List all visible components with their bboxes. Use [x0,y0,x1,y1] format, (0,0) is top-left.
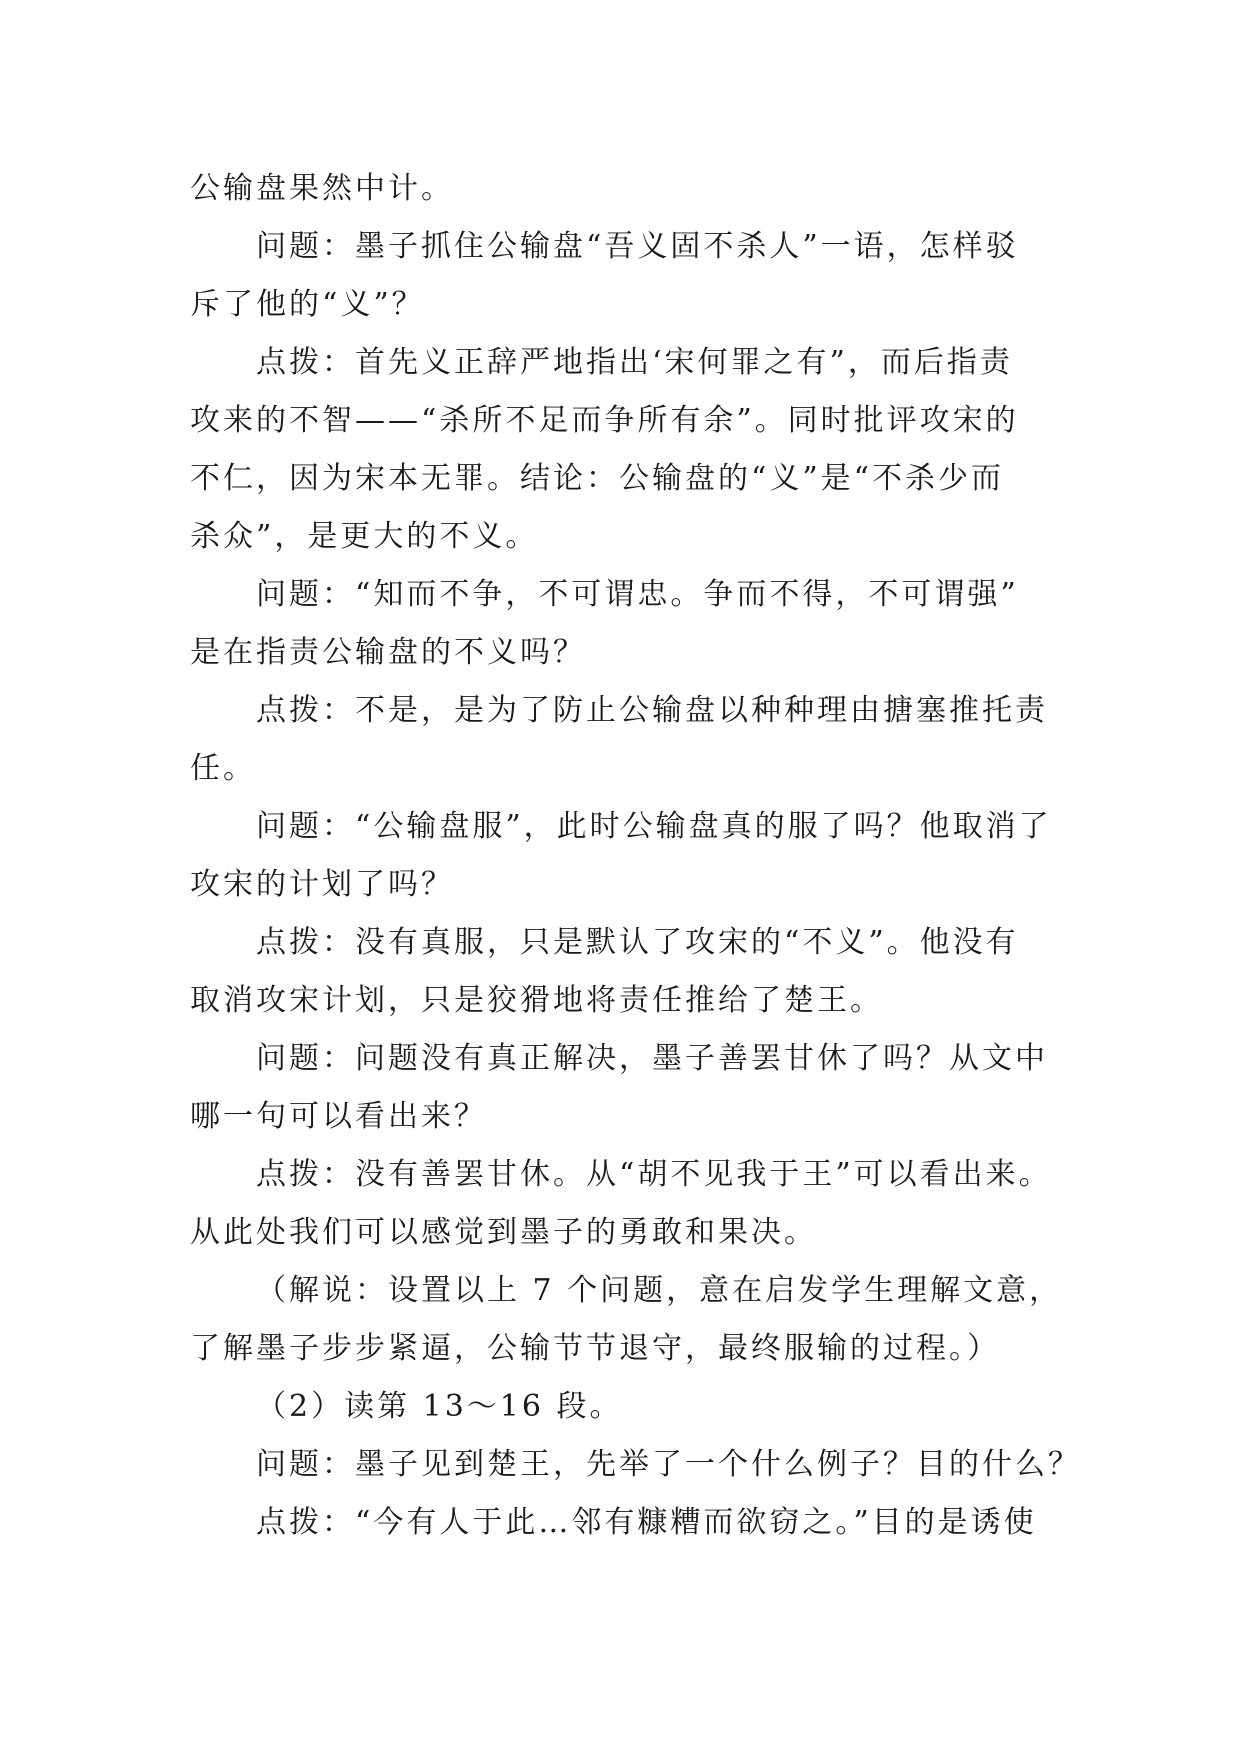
text-line: 问题：“公输盘服”，此时公输盘真的服了吗？他取消了 [256,809,1052,844]
text-line: 点拨：没有善罢甘休。从“胡不见我于王”可以看出来。 [256,1157,1052,1192]
text-line: （2）读第 13～16 段。 [256,1389,623,1424]
text-line: 点拨：没有真服，只是默认了攻宋的“不义”。他没有 [256,925,1019,960]
text-line: 是在指责公输盘的不义吗？ [190,635,586,670]
text-line: 点拨：不是，是为了防止公输盘以种种理由搪塞推托责 [256,693,1048,728]
text-line: 杀众”，是更大的不义。 [190,519,539,554]
text-line: 取消攻宋计划，只是狡猾地将责任推给了楚王。 [190,983,883,1018]
text-line: 问题：问题没有真正解决，墨子善罢甘休了吗？从文中 [256,1041,1048,1076]
text-line: 点拨：“今有人于此…邻有糠糟而欲窃之。”目的是诱使 [256,1505,1037,1540]
document-body [190,160,1081,1552]
text-line: 不仁，因为宋本无罪。结论：公输盘的“义”是“不杀少而 [190,461,1005,496]
text-line: 问题：“知而不争，不可谓忠。争而不得，不可谓强” [256,577,1019,612]
text-line: 点拨：首先义正辞严地指出‘宋何罪之有”，而后指责 [256,345,1013,380]
text-line: （解说：设置以上 7 个问题，意在启发学生理解文意， [256,1273,1063,1308]
text-line: 问题：墨子抓住公输盘“吾义固不杀人”一语，怎样驳 [256,229,1019,264]
text-line: 了解墨子步步紧逼，公输节节退守，最终服输的过程。） [190,1331,1000,1366]
text-line: 任。 [190,751,256,786]
text-line: 哪一句可以看出来？ [190,1099,487,1134]
text-line: 问题：墨子见到楚王，先举了一个什么例子？目的什么？ [256,1447,1081,1482]
text-line: 公输盘果然中计。 [190,171,454,206]
text-line: 斥了他的“义”？ [190,287,425,322]
text-line: 攻来的不智——“杀所不足而争所有余”。同时批评攻宋的 [190,403,1019,438]
text-line: 攻宋的计划了吗？ [190,867,454,902]
text-line: 从此处我们可以感觉到墨子的勇敢和果决。 [190,1215,817,1250]
